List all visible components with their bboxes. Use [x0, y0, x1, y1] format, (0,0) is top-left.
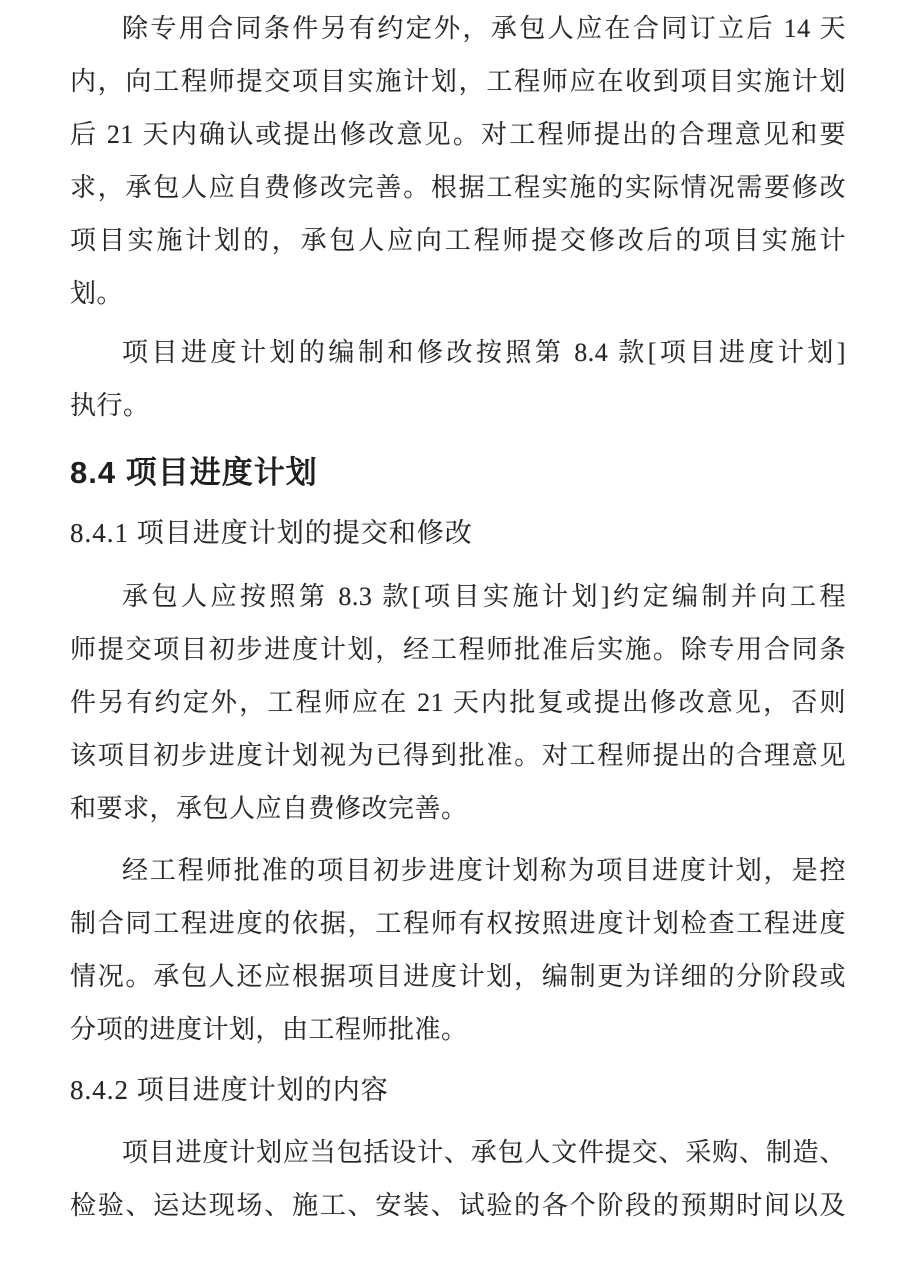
paragraph-line: 项目实施计划的，承包人应向工程师提交修改后的项目实施计	[70, 226, 846, 255]
paragraph-line: 该项目初步进度计划视为已得到批准。对工程师提出的合理意见	[70, 741, 846, 770]
paragraph-line: 内，向工程师提交项目实施计划，工程师应在收到项目实施计划	[70, 67, 846, 96]
paragraph-line: 承包人应按照第 8.3 款[项目实施计划]约定编制并向工程	[122, 582, 846, 611]
paragraph-line: 检验、运达现场、施工、安装、试验的各个阶段的预期时间以及	[70, 1191, 846, 1220]
paragraph-line: 划。	[70, 279, 124, 308]
paragraph-line: 执行。	[70, 391, 150, 420]
paragraph-approved-progress-plan	[70, 844, 846, 1056]
paragraph-line: 求，承包人应自费修改完善。根据工程实施的实际情况需要修改	[70, 173, 846, 202]
paragraph-line: 除专用合同条件另有约定外，承包人应在合同订立后 14 天	[122, 14, 846, 43]
document-content	[70, 2, 846, 1232]
paragraph-line: 情况。承包人还应根据项目进度计划，编制更为详细的分阶段或	[70, 962, 846, 991]
paragraph-preliminary-progress-plan	[70, 570, 846, 835]
paragraph-line: 分项的进度计划，由工程师批准。	[70, 1015, 468, 1044]
paragraph-line: 和要求，承包人应自费修改完善。	[70, 794, 468, 823]
paragraph-progress-plan-reference	[70, 326, 846, 432]
paragraph-line: 项目进度计划的编制和修改按照第 8.4 款[项目进度计划]	[122, 338, 846, 367]
subsection-heading-8-4-1: 8.4.1 项目进度计划的提交和修改	[70, 518, 473, 548]
paragraph-progress-plan-content	[70, 1126, 846, 1232]
paragraph-line: 经工程师批准的项目初步进度计划称为项目进度计划，是控	[122, 856, 846, 885]
paragraph-line: 项目进度计划应当包括设计、承包人文件提交、采购、制造、	[122, 1138, 846, 1167]
section-heading-8-4: 8.4 项目进度计划	[70, 455, 318, 490]
subsection-heading-8-4-2: 8.4.2 项目进度计划的内容	[70, 1075, 389, 1105]
paragraph-line: 件另有约定外，工程师应在 21 天内批复或提出修改意见，否则	[70, 688, 846, 717]
paragraph-line: 制合同工程进度的依据，工程师有权按照进度计划检查工程进度	[70, 909, 846, 938]
paragraph-implementation-plan	[70, 2, 846, 320]
paragraph-line: 后 21 天内确认或提出修改意见。对工程师提出的合理意见和要	[70, 120, 846, 149]
paragraph-line: 师提交项目初步进度计划，经工程师批准后实施。除专用合同条	[70, 635, 846, 664]
